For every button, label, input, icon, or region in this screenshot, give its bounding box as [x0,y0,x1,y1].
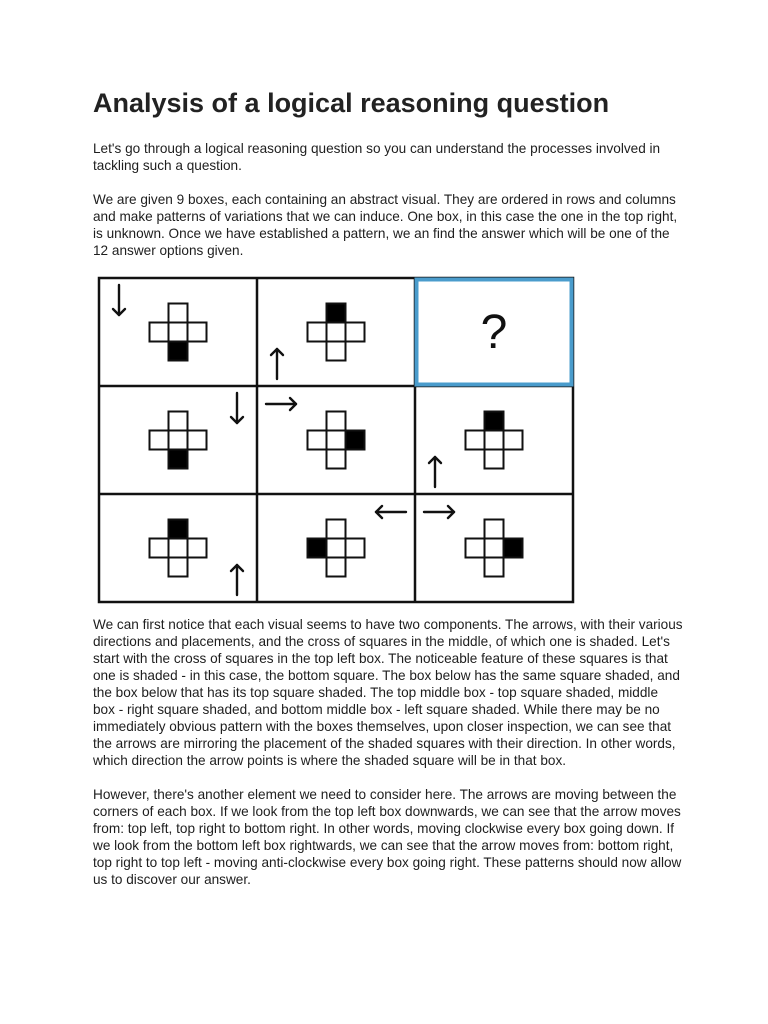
cross-square-bottom [327,558,346,577]
shaded-square-top [485,412,504,431]
analysis-paragraph: We can first notice that each visual seems to have two components. The arrows, with their various directions and placements, and the cross of squares in the middle, of which one is shaded. Let's start with the cross of squares in the top left box. The noticeable feature of these squares is that one is shaded - in this case, the bottom square. The box below has the same square shaded, and the box below that has its top square shaded. The top middle box - top square shaded, middle box - right square shaded, and bottom middle box - left square shaded. While there may be no immediately obvious pattern with the boxes themselves, upon closer inspection, we can see that the arrows are mirroring the placement of the shaded squares with their direction. In other words, which direction the arrow points is where the shaded square will be in that box. [93,617,683,768]
cross-square-bottom [327,450,346,469]
cross-square-bottom [169,558,188,577]
cross-square-center [169,539,188,558]
puzzle-grid [97,276,581,608]
cross-square-left [150,323,169,342]
cross-of-squares [150,304,207,361]
document-page [93,86,683,905]
puzzle-cell [424,506,523,577]
cross-square-right [346,323,365,342]
cross-square-right [188,539,207,558]
unknown-question-mark: ? [480,306,508,359]
cross-square-center [327,431,346,450]
cross-square-left [308,431,327,450]
cross-square-center [327,539,346,558]
puzzle-cell [417,280,572,385]
cross-square-center [485,431,504,450]
cross-square-center [327,323,346,342]
arrow-up-icon [231,565,243,595]
cross-square-left [150,431,169,450]
arrow-up-icon [271,349,283,379]
cross-square-center [169,323,188,342]
cross-square-top [169,412,188,431]
cross-square-top [485,520,504,539]
page-title: Analysis of a logical reasoning question [93,88,610,118]
cross-square-left [466,431,485,450]
cross-of-squares [466,412,523,469]
arrow-right-icon [266,398,296,410]
shaded-square-bottom [169,450,188,469]
arrow-up-icon [429,457,441,487]
cross-square-center [169,431,188,450]
cross-square-top [169,304,188,323]
puzzle-cell [266,398,365,469]
cross-square-top [327,412,346,431]
cross-square-left [466,539,485,558]
pattern-paragraph: However, there's another element we need to consider here. The arrows are moving between the corners of each box. If we look from the top left box downwards, we can see that the arrow moves from: top left, top right to bottom right. In other words, moving clockwise every box going down. If we look from the bottom left box rightwards, we can see that the arrow moves from: bottom right, top right to top left - moving anti-clockwise every box going right. These patterns should now allow us to discover our answer. [93,787,682,887]
cross-of-squares [150,412,207,469]
arrow-down-icon [231,393,243,423]
cross-of-squares [466,520,523,577]
cross-of-squares [150,520,207,577]
shaded-square-left [308,539,327,558]
puzzle-cell [429,412,523,488]
cross-of-squares [308,412,365,469]
cross-square-center [485,539,504,558]
cross-square-left [150,539,169,558]
puzzle-cell [113,285,207,361]
cross-square-bottom [485,450,504,469]
puzzle-cell [308,506,407,577]
shaded-square-top [327,304,346,323]
cross-square-bottom [327,342,346,361]
arrow-left-icon [376,506,406,518]
cross-of-squares [308,304,365,361]
cross-square-right [188,431,207,450]
cross-square-right [504,431,523,450]
puzzle-cell [150,393,244,469]
setup-paragraph: We are given 9 boxes, each containing an abstract visual. They are ordered in rows and columns and make patterns of variations that we can induce. One box, in this case the one in the top right, is unknown. Once we have established a pattern, we an find the answer which will be one of the 12 answer options given. [93,192,678,258]
shaded-square-top [169,520,188,539]
arrow-down-icon [113,285,125,315]
cross-square-right [188,323,207,342]
cross-square-right [346,539,365,558]
puzzle-cell [271,304,365,380]
shaded-square-bottom [169,342,188,361]
shaded-square-right [346,431,365,450]
cross-square-bottom [485,558,504,577]
intro-paragraph: Let's go through a logical reasoning question so you can understand the processes involved in tackling such a question. [93,141,661,173]
cross-square-left [308,323,327,342]
arrow-right-icon [424,506,454,518]
puzzle-cell [150,520,244,596]
cross-of-squares [308,520,365,577]
shaded-square-right [504,539,523,558]
cross-square-top [327,520,346,539]
